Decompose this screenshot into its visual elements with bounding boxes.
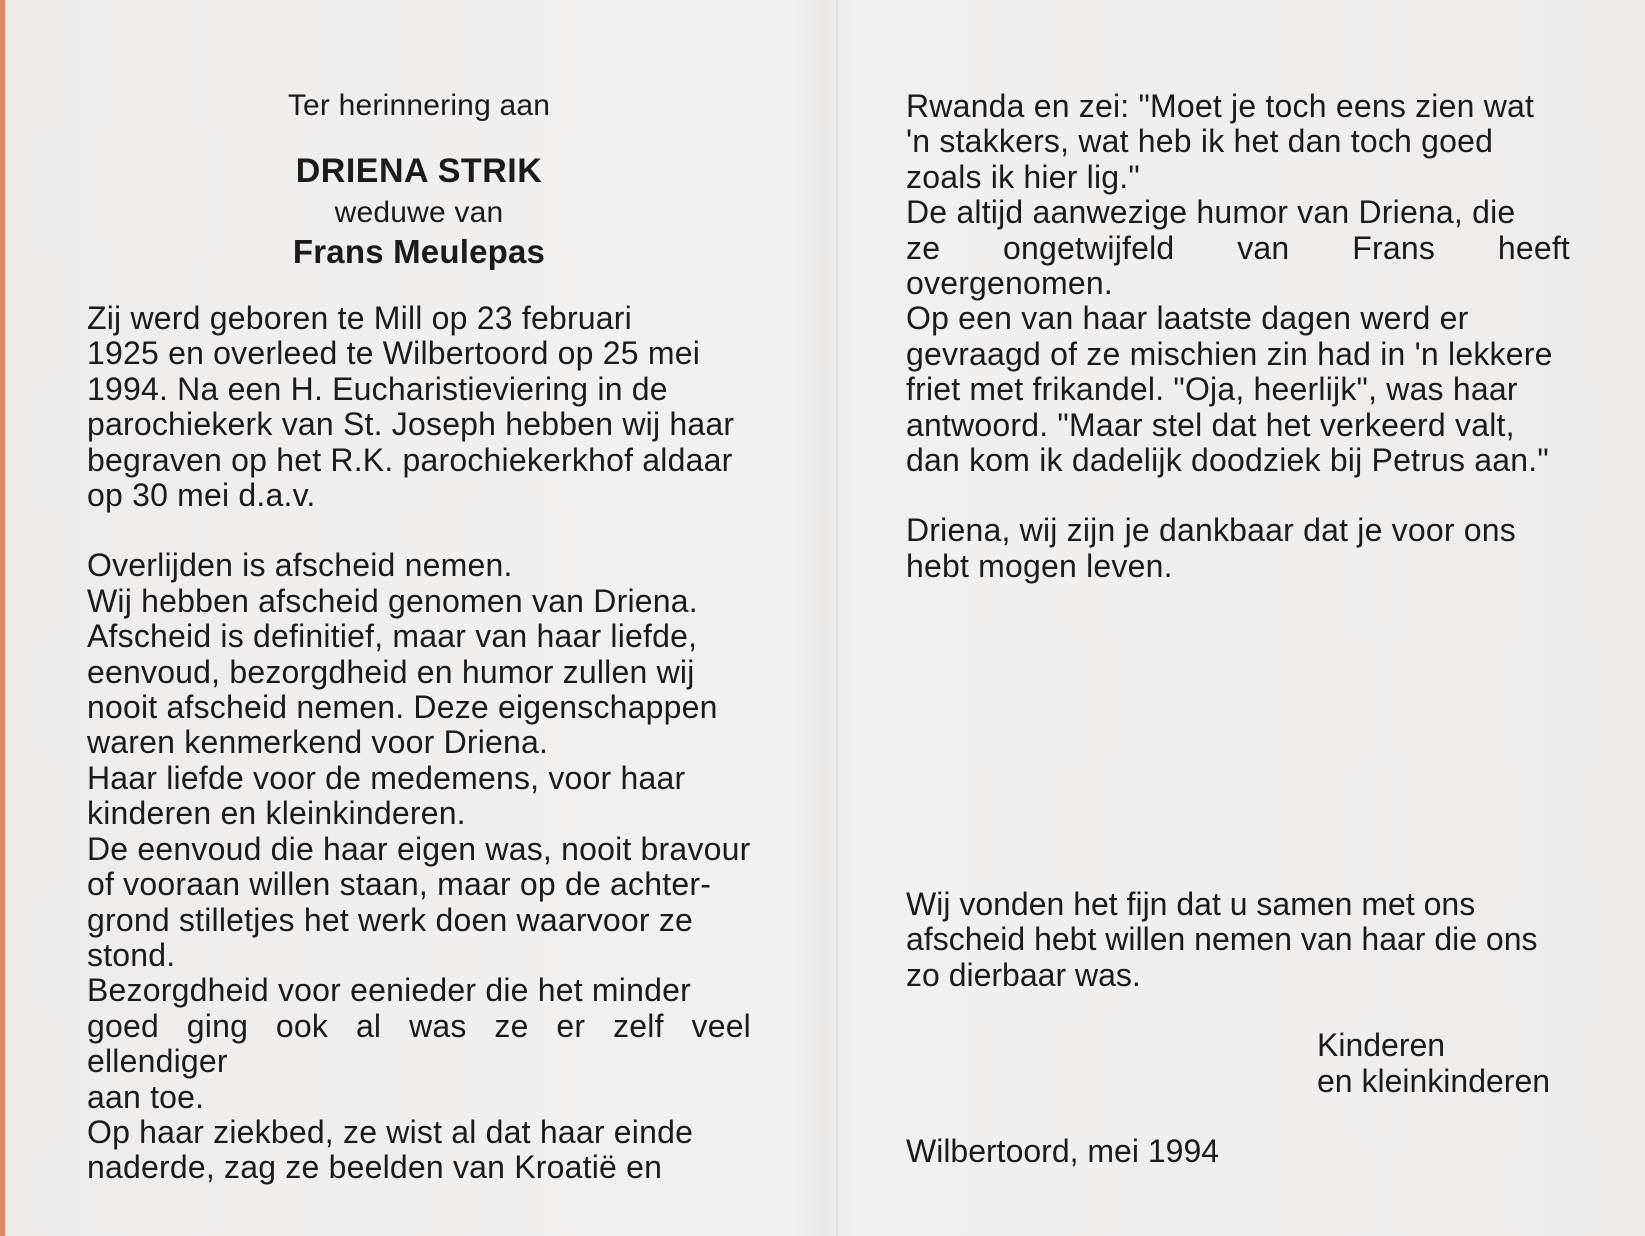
spacer [906, 478, 1570, 513]
tribute-line: aan toe. [87, 1078, 205, 1115]
relation-label: weduwe van [334, 196, 504, 229]
continuation-line: Op een van haar laatste dagen werd er [906, 300, 1469, 337]
tribute-line: grond stilletjes het werk doen waarvoor ze [87, 901, 694, 938]
tribute-line: stond. [87, 936, 176, 973]
tribute-line: De eenvoud die haar eigen was, nooit bravour [87, 830, 751, 867]
card-edge [0, 0, 5, 1236]
continuation [906, 89, 1570, 478]
continuation-line: Rwanda en zei: "Moet je toch eens zien wat [906, 88, 1535, 124]
signature-line: Kinderen [1317, 1027, 1446, 1064]
tribute-line: Op haar ziekbed, ze wist al dat haar einde [87, 1113, 694, 1150]
left-page [87, 0, 751, 1186]
tribute-line: kinderen en kleinkinderen. [87, 795, 466, 832]
signature-line: en kleinkinderen [1317, 1062, 1551, 1099]
closing [906, 887, 1570, 1169]
gratitude-line: hebt mogen leven. [906, 547, 1173, 584]
bio-line: 1925 en overleed te Wilbertoord op 25 mei [87, 335, 701, 372]
continuation-line: zoals ik hier lig." [906, 158, 1140, 195]
gratitude-line: Driena, wij zijn je dankbaar dat je voor ons [906, 512, 1517, 549]
signature [1317, 1028, 1570, 1099]
spacer [87, 513, 751, 548]
tribute-line: Wij hebben afscheid genomen van Driena. [87, 582, 698, 619]
continuation-line: De altijd aanwezige humor van Driena, die [906, 194, 1516, 231]
tribute-line: Haar liefde voor de medemens, voor haar [87, 759, 686, 796]
tribute-line: of vooraan willen staan, maar op de achter- [87, 866, 712, 903]
tribute-line: eenvoud, bezorgdheid en humor zullen wij [87, 653, 695, 690]
continuation-line: gevraagd of ze mischien zin had in 'n lekkere [906, 335, 1553, 372]
gratitude [906, 513, 1570, 584]
thanks-line: Wij vonden het fijn dat u samen met ons [906, 886, 1476, 922]
tribute-line: Overlijden is afscheid nemen. [87, 547, 513, 584]
bio-line: begraven op het R.K. parochiekerkhof aldaar [87, 441, 733, 478]
spouse-name: Frans Meulepas [292, 233, 546, 270]
right-page [906, 0, 1570, 584]
thanks-line: zo dierbaar was. [906, 956, 1141, 993]
tribute-line: naderde, zag ze beelden van Kroatië en [87, 1149, 663, 1186]
place-date: Wilbertoord, mei 1994 [906, 1133, 1220, 1170]
continuation-line: friet met frikandel. "Oja, heerlijk", was haar [906, 371, 1518, 408]
thanks-line: afscheid hebt willen nemen van haar die ons [906, 921, 1538, 958]
tribute-line: Afscheid is definitief, maar van haar liefde, [87, 618, 698, 655]
tribute [87, 548, 751, 1185]
bio-line: op 30 mei d.a.v. [87, 477, 316, 514]
continuation-line: dan kom ik dadelijk doodziek bij Petrus aan." [906, 442, 1549, 479]
continuation-line: antwoord. "Maar stel dat het verkeerd valt, [906, 406, 1515, 443]
heading: Ter herinnering aan [287, 89, 551, 122]
continuation-line: ze ongetwijfeld van Frans heeft overgenomen. [906, 229, 1570, 302]
deceased-name: DRIENA STRIK [295, 152, 543, 190]
thanks [906, 887, 1570, 993]
continuation-line: 'n stakkers, wat heb ik het dan toch goed [906, 123, 1494, 160]
biography [87, 301, 751, 513]
bio-line: parochiekerk van St. Joseph hebben wij haar [87, 406, 735, 443]
tribute-line: waren kenmerkend voor Driena. [87, 724, 549, 761]
tribute-line: nooit afscheid nemen. Deze eigenschappen [87, 689, 718, 726]
card-fold [836, 0, 838, 1236]
bio-line: 1994. Na een H. Eucharistieviering in de [87, 370, 668, 407]
tribute-line: goed ging ook al was ze er zelf veel ellendiger [87, 1007, 751, 1080]
tribute-line: Bezorgdheid voor eenieder die het minder [87, 972, 691, 1009]
bio-line: Zij werd geboren te Mill op 23 februari [87, 300, 632, 336]
